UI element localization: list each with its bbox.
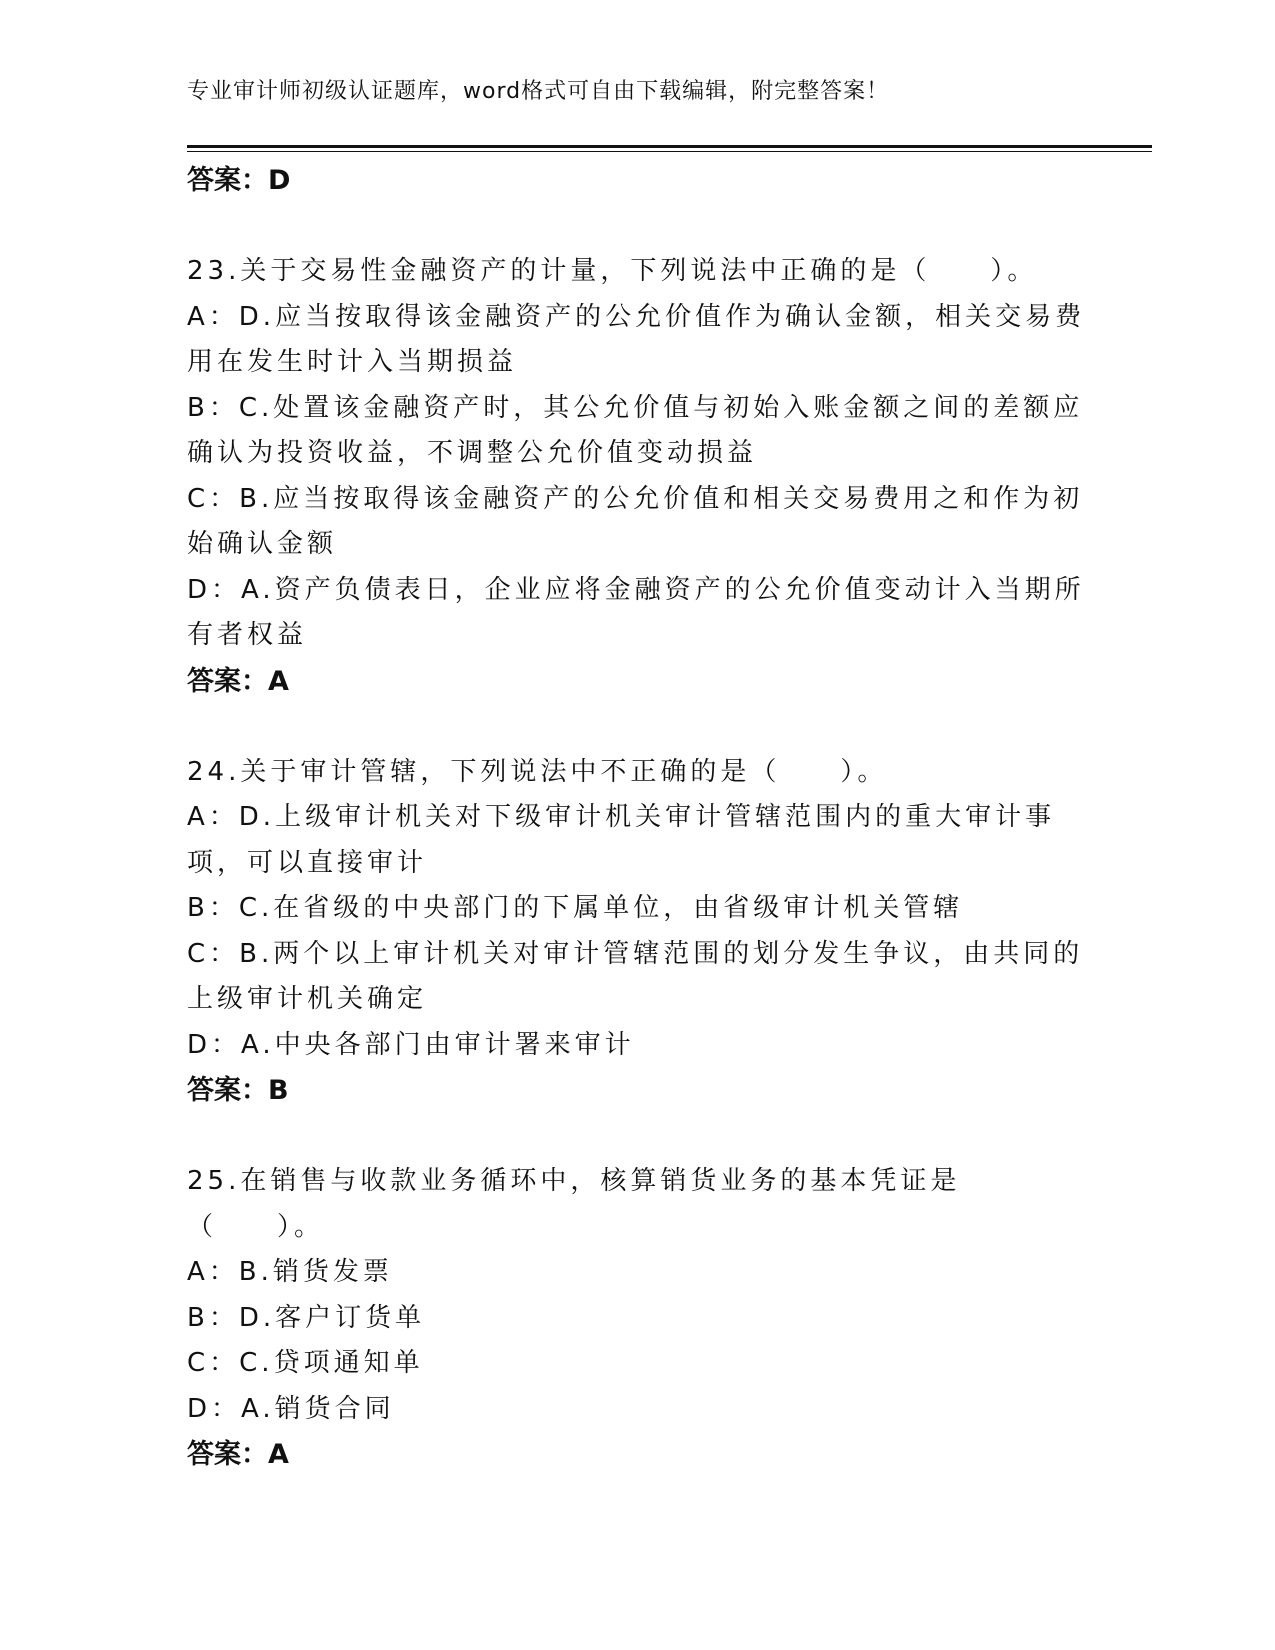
option-c: C：C.贷项通知单 <box>187 1348 424 1378</box>
header-rule-thick <box>187 145 1152 148</box>
page-header: 专业审计师初级认证题库，word格式可自由下载编辑，附完整答案！ <box>187 79 890 104</box>
question-stem: 25.在销售与收款业务循环中，核算销货业务的基本凭证是（ ）。 <box>187 1166 961 1242</box>
question-stem: 23.关于交易性金融资产的计量，下列说法中正确的是（ ）。 <box>187 256 1038 286</box>
option-b: B：C.处置该金融资产时，其公允价值与初始入账金额之间的差额应确认为投资收益，不调整公允价值变动损益 <box>187 392 1084 468</box>
option-c: C：B.两个以上审计机关对审计管辖范围的划分发生争议，由共同的上级审计机关确定 <box>187 938 1084 1014</box>
option-d: D：A.中央各部门由审计署来审计 <box>187 1029 635 1060</box>
option-a: A：B.销货发票 <box>187 1257 393 1287</box>
option-b: B：C.在省级的中央部门的下属单位，由省级审计机关管辖 <box>187 893 964 923</box>
option-c: C：B.应当按取得该金融资产的公允价值和相关交易费用之和作为初始确认金额 <box>187 483 1084 559</box>
answer-prev: 答案：D <box>187 165 291 196</box>
option-a: A：D.上级审计机关对下级审计机关审计管辖范围内的重大审计事项，可以直接审计 <box>187 802 1056 878</box>
answer: 答案：A <box>187 665 289 697</box>
option-b: B：D.客户订货单 <box>187 1302 426 1333</box>
answer: 答案：A <box>187 1439 289 1470</box>
option-d: D：A.资产负债表日，企业应将金融资产的公允价值变动计入当期所有者权益 <box>187 574 1085 650</box>
option-d: D：A.销货合同 <box>187 1393 395 1424</box>
question-stem: 24.关于审计管辖，下列说法中不正确的是（ ）。 <box>187 756 888 787</box>
document-body <box>187 158 1087 1478</box>
answer: 答案：B <box>187 1075 289 1106</box>
question-25 <box>187 1159 1087 1478</box>
header-rule-thin <box>187 151 1152 152</box>
question-23 <box>187 249 1087 704</box>
option-a: A：D.应当按取得该金融资产的公允价值作为确认金额，相关交易费用在发生时计入当期损益 <box>187 301 1086 377</box>
question-24 <box>187 750 1087 1114</box>
